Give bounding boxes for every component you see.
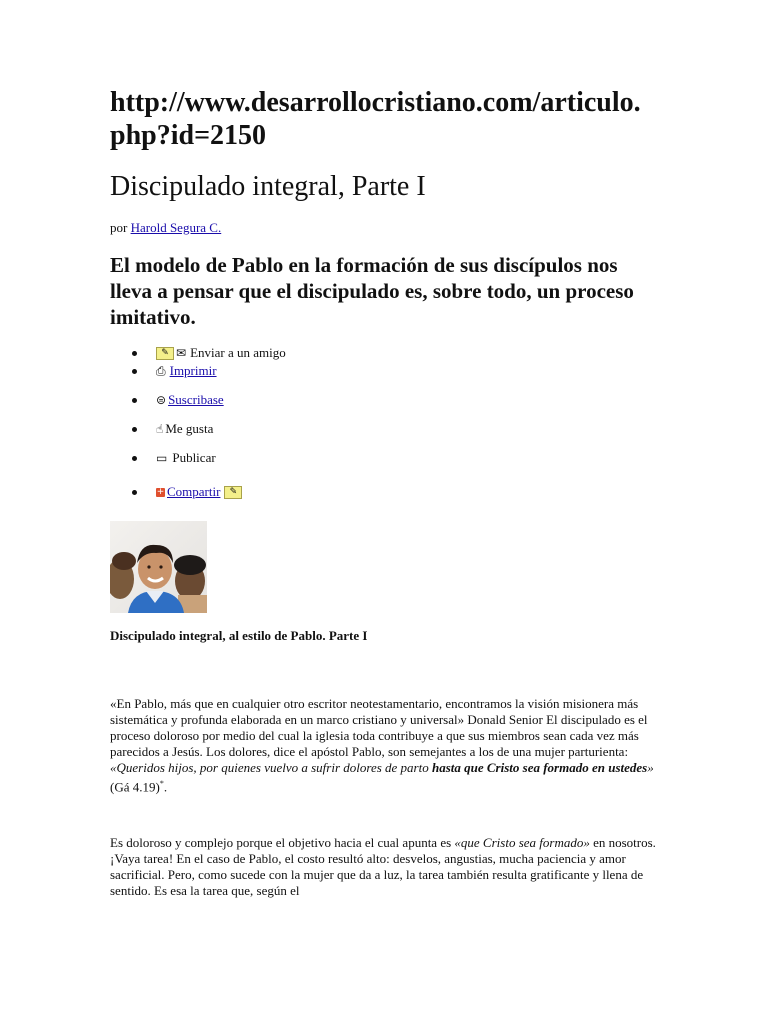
share-plus-icon: + [156, 486, 165, 497]
share-link[interactable]: Compartir [167, 484, 221, 499]
tool-print[interactable] [110, 362, 656, 380]
photo-caption: Discipulado integral, al estilo de Pablo. Parte I [110, 628, 368, 643]
tool-share[interactable] [110, 483, 656, 501]
p1-quote: «Queridos hijos, por quienes vuelvo a sufrir dolores de parto [110, 760, 432, 775]
publish-icon: ▭ [156, 451, 168, 465]
p2-text-a: Es doloroso y complejo porque el objetivo hacia el cual apunta es [110, 835, 455, 851]
p1-quote-end: » [647, 760, 654, 775]
p2-text-b: en nosotros. ¡Vaya tarea! En el caso de Pablo, el costo resultó alto: desvelos, angustias, mucha paciencia y amor sacrificial. Pero, como sucede con la mujer que da a luz, la tarea también resulta gratificante y llena de sentido. Es esa la tarea que, según el [110, 835, 656, 899]
article-title: Discipulado integral, Parte I [110, 171, 426, 202]
tool-publish[interactable] [110, 449, 656, 467]
thumbs-up-icon: ☝ [156, 422, 164, 436]
printer-icon: ⎙ [156, 364, 166, 378]
source-url-heading: http://www.desarrollocristiano.com/articulo.php?id=2150 [110, 87, 641, 151]
tool-like[interactable] [110, 420, 656, 438]
article-tools [110, 344, 656, 501]
author-link[interactable]: Harold Segura C. [130, 220, 222, 235]
byline-prefix: por [110, 220, 128, 235]
article-photo [110, 521, 207, 613]
article-lead: El modelo de Pablo en la formación de sus discípulos nos lleva a pensar que el discipulado es, sobre todo, un proceso imitativo. [110, 253, 634, 329]
p1-end: . [163, 779, 168, 795]
envelope-icon: ✉ [176, 346, 187, 360]
subscribe-link[interactable]: Suscribase [168, 392, 224, 407]
paragraph-2 [110, 835, 656, 899]
like-label: Me gusta [165, 421, 214, 436]
p1-footnote-mark: * [159, 779, 164, 788]
note-icon: ✎ [224, 486, 242, 499]
rss-icon: ⊜ [156, 393, 167, 407]
print-link[interactable]: Imprimir [169, 363, 217, 378]
tool-subscribe[interactable] [110, 391, 656, 409]
p1-ref: (Gá 4.19) [110, 779, 160, 795]
send-label: Enviar a un amigo [190, 345, 286, 360]
article [110, 86, 656, 899]
p1-quote-bold: hasta que Cristo sea formado en ustedes [431, 760, 648, 775]
note-icon: ✎ [156, 347, 174, 360]
p1-text-a: «En Pablo, más que en cualquier otro escritor neotestamentario, encontramos la visión misionera más sistemática y profunda elaborada en un marco cristiano y universal» Donald Senior El discipulado es el proceso doloroso por medio del cual la iglesia toda contribuye a que sus miembros sean cada vez más parecidos a Jesús. Los dolores, dice el apóstol Pablo, son semejantes a los de una mujer parturienta: [110, 696, 648, 759]
p2-quote: «que Cristo sea formado» [454, 835, 590, 851]
tool-send[interactable] [110, 344, 656, 362]
publish-label: Publicar [172, 450, 216, 465]
paragraph-1 [110, 696, 656, 795]
byline [110, 220, 656, 236]
